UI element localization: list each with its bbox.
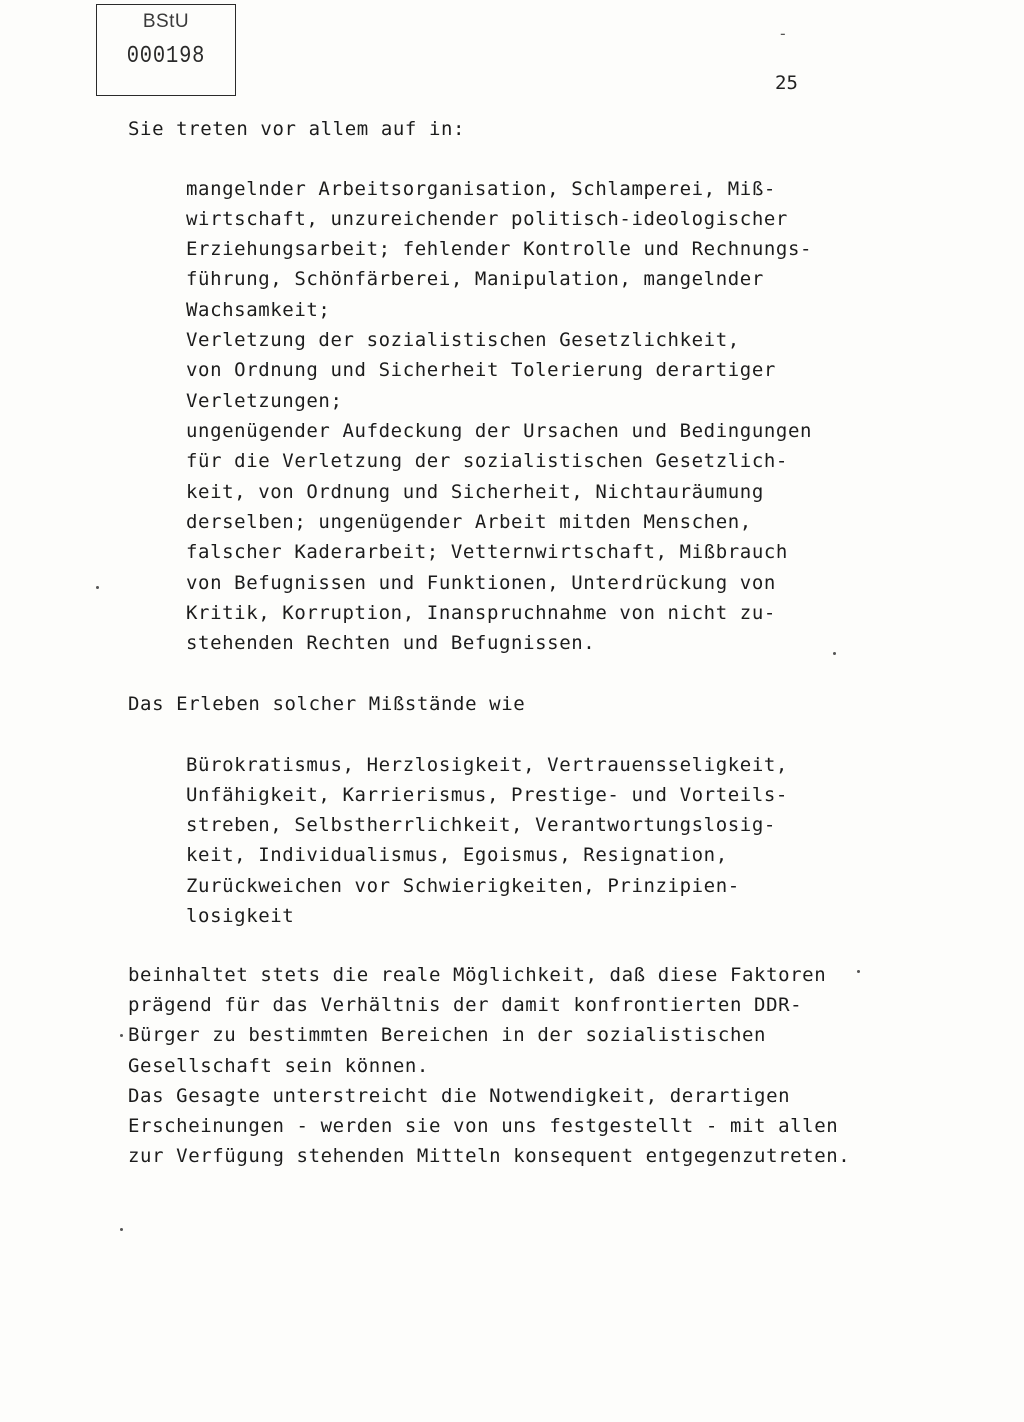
intro-line: Sie treten vor allem auf in: xyxy=(128,118,466,140)
list1-line: Wachsamkeit; xyxy=(186,299,331,321)
page-number: 25 xyxy=(775,72,798,94)
corner-mark: - xyxy=(778,24,788,43)
list2-line: keit, Individualismus, Egoismus, Resignation, xyxy=(186,844,728,866)
scan-speck xyxy=(857,970,860,973)
list1-line: keit, von Ordnung und Sicherheit, Nichtauräumung xyxy=(186,481,764,503)
stamp-label: BStU xyxy=(142,11,190,32)
conclusion-line: Gesellschaft sein können. xyxy=(128,1055,429,1077)
list1-line: von Ordnung und Sicherheit Tolerierung derartiger xyxy=(186,359,776,381)
conclusion-line: zur Verfügung stehenden Mitteln konsequent entgegenzutreten. xyxy=(128,1145,851,1167)
scan-speck xyxy=(120,1034,123,1037)
list2-line: Bürokratismus, Herzlosigkeit, Vertrauensseligkeit, xyxy=(186,754,788,776)
list2-line: Zurückweichen vor Schwierigkeiten, Prinzipien- xyxy=(186,875,740,897)
list2-line: losigkeit xyxy=(186,905,295,927)
scan-speck xyxy=(120,1228,123,1231)
list1-line: für die Verletzung der sozialistischen Gesetzlich- xyxy=(186,450,788,472)
list1-line: ungenügender Aufdeckung der Ursachen und Bedingungen xyxy=(186,420,813,442)
list1-line: wirtschaft, unzureichender politisch-ideologischer xyxy=(186,208,788,230)
scan-speck xyxy=(833,652,836,655)
conclusion-line: beinhaltet stets die reale Möglichkeit, daß diese Faktoren xyxy=(128,964,827,986)
list2-line: streben, Selbstherrlichkeit, Verantwortungslosig- xyxy=(186,814,776,836)
list1-line: falscher Kaderarbeit; Vetternwirtschaft, Mißbrauch xyxy=(186,541,788,563)
list1-line: Verletzung der sozialistischen Gesetzlichkeit, xyxy=(186,329,740,351)
list1-line: Erziehungsarbeit; fehlender Kontrolle und Rechnungs- xyxy=(186,238,813,260)
list1-line: Kritik, Korruption, Inanspruchnahme von nicht zu- xyxy=(186,602,776,624)
conclusion-line: Das Gesagte unterstreicht die Notwendigkeit, derartigen xyxy=(128,1085,791,1107)
experience-line: Das Erleben solcher Mißstände wie xyxy=(128,693,526,715)
stamp-number: 000198 xyxy=(126,43,206,70)
conclusion-line: Bürger zu bestimmten Bereichen in der sozialistischen xyxy=(128,1024,767,1046)
list1-line: derselben; ungenügender Arbeit mitden Menschen, xyxy=(186,511,752,533)
list1-line: mangelnder Arbeitsorganisation, Schlamperei, Miß- xyxy=(186,178,776,200)
list1-line: Verletzungen; xyxy=(186,390,343,412)
archive-stamp xyxy=(96,4,236,96)
list1-line: stehenden Rechten und Befugnissen. xyxy=(186,632,596,654)
list2-line: Unfähigkeit, Karrierismus, Prestige- und Vorteils- xyxy=(186,784,788,806)
conclusion-line: prägend für das Verhältnis der damit konfrontierten DDR- xyxy=(128,994,803,1016)
list1-line: führung, Schönfärberei, Manipulation, mangelnder xyxy=(186,268,764,290)
scan-speck xyxy=(96,586,99,589)
list1-line: von Befugnissen und Funktionen, Unterdrückung von xyxy=(186,572,776,594)
conclusion-line: Erscheinungen - werden sie von uns festgestellt - mit allen xyxy=(128,1115,839,1137)
